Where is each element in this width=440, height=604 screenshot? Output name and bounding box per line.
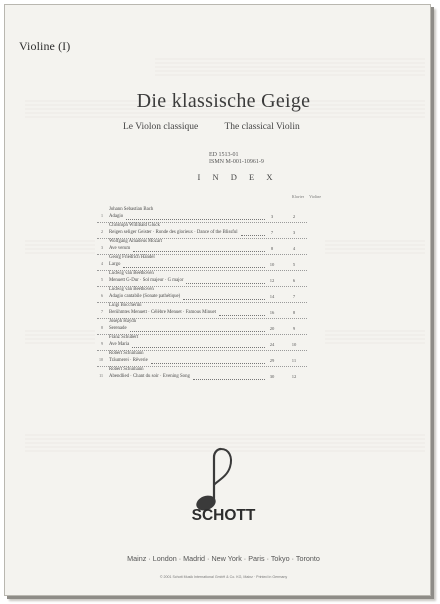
dot-leader bbox=[133, 247, 265, 252]
composer-name: Johann Sebastian Bach bbox=[109, 207, 154, 212]
piano-page-number: 12 bbox=[269, 278, 275, 283]
part-label: Violine (I) bbox=[19, 39, 71, 53]
piano-page-number: 20 bbox=[269, 326, 275, 331]
index-number: 3 bbox=[101, 245, 103, 250]
composer-name: Franz Schubert bbox=[109, 335, 139, 340]
piano-page-number: 7 bbox=[270, 230, 274, 235]
violin-page-number: 5 bbox=[292, 262, 296, 267]
composer-name: Joseph Haydn bbox=[109, 319, 137, 324]
piece-title: Träumerei · Rêverie bbox=[109, 358, 148, 363]
dot-leader bbox=[132, 343, 265, 348]
edition-info bbox=[209, 152, 264, 166]
piece-title: Adagio cantabile (Sonate pathétique) bbox=[109, 294, 181, 299]
publisher-name: SCHOTT bbox=[191, 507, 256, 524]
violin-page-number: 10 bbox=[291, 342, 297, 347]
dot-leader bbox=[130, 327, 265, 332]
edition-number: ED 1513-01 bbox=[209, 152, 239, 158]
composer-name: Wolfgang Amadeus Mozart bbox=[109, 239, 162, 244]
piece-title: Largo bbox=[109, 262, 121, 267]
piece-title: Adagio bbox=[109, 214, 124, 219]
dot-leader bbox=[193, 375, 265, 380]
composer-name: Robert Schumann bbox=[109, 351, 144, 356]
index-row bbox=[97, 366, 307, 382]
dot-leader bbox=[126, 215, 265, 220]
violin-page-number: 8 bbox=[292, 310, 296, 315]
composer-name: Ludwig van Beethoven bbox=[109, 271, 154, 276]
composer-name: Christoph Willibald Gluck bbox=[109, 223, 160, 228]
index-number: 6 bbox=[101, 293, 103, 298]
index-number: 4 bbox=[101, 261, 103, 266]
violin-page-number: 11 bbox=[291, 358, 297, 363]
piece-title: Menuett G-Dur · Sol majeur · G major bbox=[109, 278, 184, 283]
piano-page-number: 29 bbox=[269, 358, 275, 363]
ismn-number: ISMN M-001-10961-9 bbox=[209, 159, 264, 165]
index-row bbox=[97, 302, 307, 318]
index-row bbox=[97, 350, 307, 366]
index-number: 2 bbox=[101, 229, 103, 234]
dot-leader bbox=[241, 231, 265, 236]
score-cover-page bbox=[4, 4, 431, 596]
index-column-headers bbox=[292, 195, 325, 199]
index-number: 7 bbox=[101, 309, 103, 314]
violin-page-number: 9 bbox=[292, 326, 296, 331]
index-row bbox=[97, 286, 307, 302]
violin-page-number: 4 bbox=[292, 246, 296, 251]
piano-page-number: 14 bbox=[269, 294, 275, 299]
index-number: 11 bbox=[99, 373, 103, 378]
piano-page-number: 10 bbox=[269, 262, 275, 267]
subtitle-french: Le Violon classique bbox=[123, 122, 199, 132]
column-header-violin: Violine bbox=[309, 195, 322, 199]
index-row bbox=[97, 254, 307, 270]
subtitle-line bbox=[123, 122, 324, 132]
index-number: 10 bbox=[99, 357, 103, 362]
violin-page-number: 12 bbox=[291, 374, 297, 379]
index-number: 9 bbox=[101, 341, 103, 346]
index-list bbox=[97, 207, 307, 382]
column-header-piano: Klavier bbox=[292, 195, 305, 199]
piece-title: Serenade bbox=[109, 326, 127, 331]
dot-leader bbox=[151, 359, 265, 364]
collection-title: Die klassische Geige bbox=[136, 90, 311, 112]
dot-leader bbox=[183, 295, 265, 300]
piano-page-number: 30 bbox=[269, 374, 275, 379]
index-heading: I N D E X bbox=[197, 172, 278, 182]
index-row bbox=[97, 238, 307, 254]
composer-name: Luigi Boccherini bbox=[109, 303, 142, 308]
violin-page-number: 2 bbox=[292, 214, 296, 219]
index-row bbox=[97, 318, 307, 334]
dot-leader bbox=[123, 263, 265, 268]
piano-page-number: 8 bbox=[270, 246, 274, 251]
piece-title: Ave verum bbox=[109, 246, 131, 251]
composer-name: Robert Schumann bbox=[109, 367, 144, 372]
dot-leader bbox=[186, 279, 265, 284]
index-number: 5 bbox=[101, 277, 103, 282]
index-row bbox=[97, 270, 307, 286]
violin-page-number: 7 bbox=[292, 294, 296, 299]
piece-title: Reigen seliger Geister · Ronde des glorieux · Dance of the Blissful bbox=[109, 230, 238, 235]
subtitle-english: The classical Violin bbox=[224, 122, 300, 132]
piano-page-number: 3 bbox=[270, 214, 274, 219]
index-row bbox=[97, 207, 307, 222]
copyright-notice: © 2001 Schott Musik International GmbH & Co. KG, Mainz · Printed in Germany bbox=[159, 575, 288, 579]
index-number: 1 bbox=[101, 213, 103, 218]
piece-title: Ave Maria bbox=[109, 342, 130, 347]
piano-page-number: 16 bbox=[269, 310, 275, 315]
index-row bbox=[97, 334, 307, 350]
publisher-cities: Mainz · London · Madrid · New York · Paris · Tokyo · Toronto bbox=[127, 554, 320, 563]
composer-name: Georg Friedrich Händel bbox=[109, 255, 155, 260]
violin-page-number: 6 bbox=[292, 278, 296, 283]
dot-leader bbox=[219, 311, 265, 316]
piece-title: Abendlied · Chant du soir · Evening Song bbox=[109, 374, 190, 379]
index-number: 8 bbox=[101, 325, 103, 330]
violin-page-number: 3 bbox=[292, 230, 296, 235]
index-row bbox=[97, 222, 307, 238]
composer-name: Ludwig van Beethoven bbox=[109, 287, 154, 292]
piano-page-number: 24 bbox=[269, 342, 275, 347]
piece-title: Berühmtes Menuett · Célèbre Menuet · Famous Minuet bbox=[109, 310, 216, 315]
